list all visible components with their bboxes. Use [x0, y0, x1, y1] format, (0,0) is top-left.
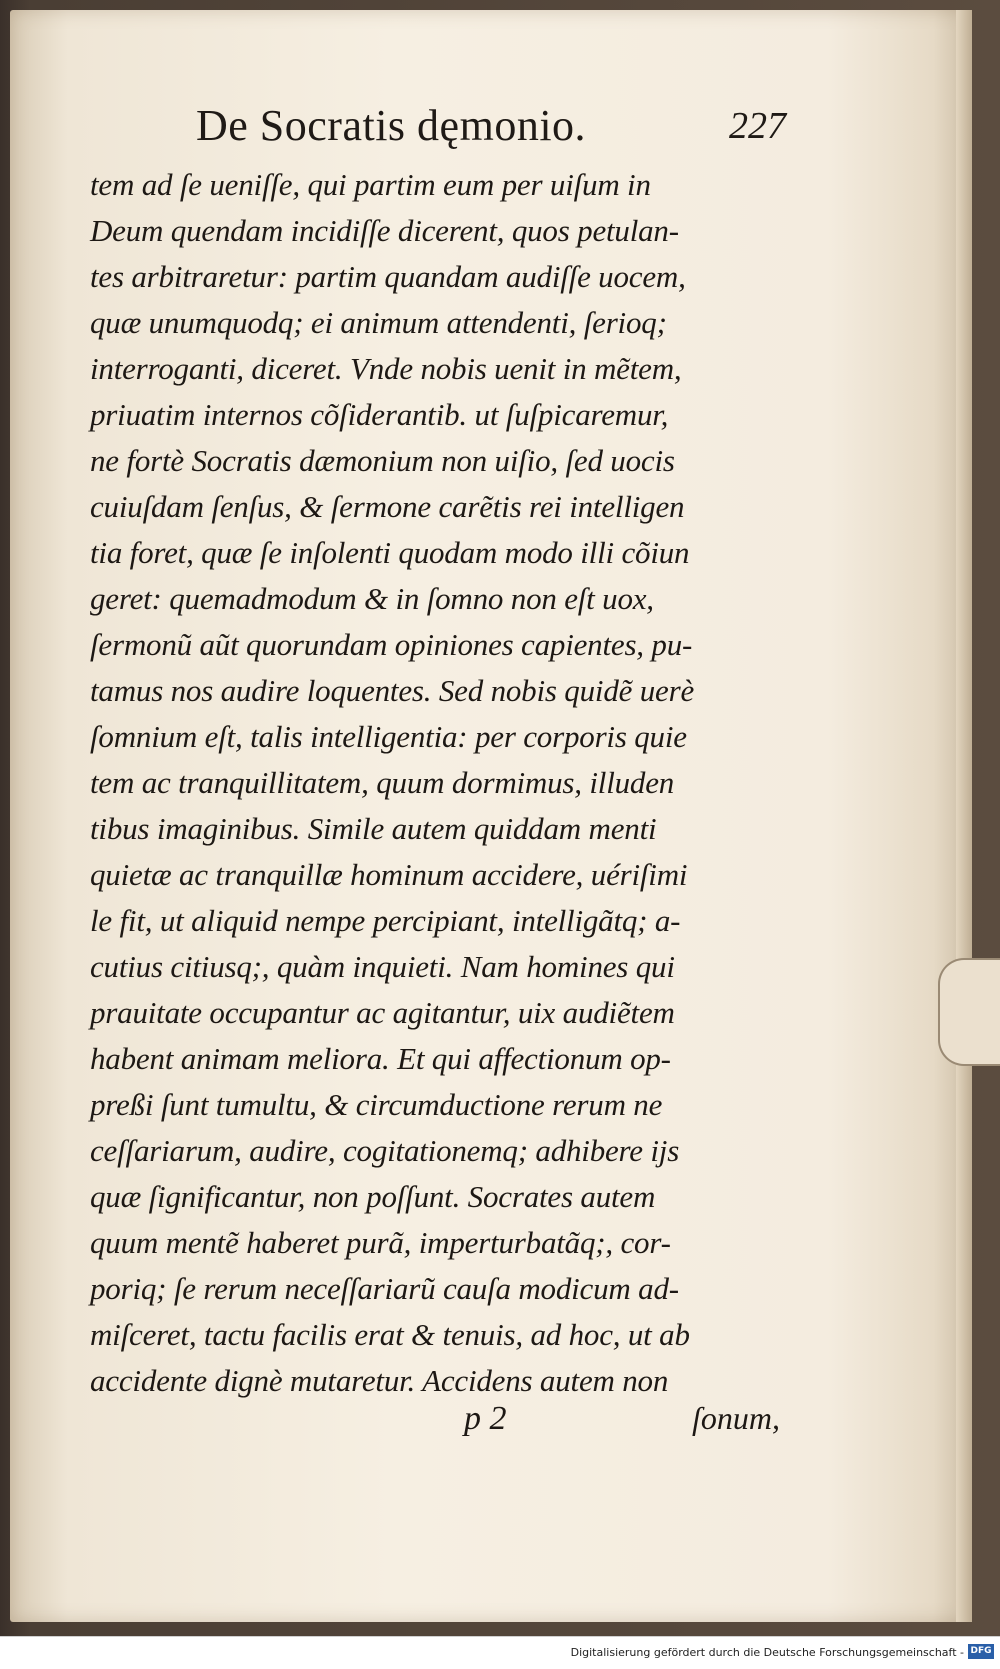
text-line: interroganti, diceret. Vnde nobis uenit in mẽtem,	[90, 351, 682, 386]
text-line: quæ ſignificantur, non poſſunt. Socrates autem	[90, 1179, 656, 1214]
funding-credit: Digitalisierung gefördert durch die Deutsche Forschungsgemeinschaft -	[570, 1646, 964, 1659]
body-text	[90, 162, 780, 1404]
text-line: le fit, ut aliquid nempe percipiant, intelligãtq; a-	[90, 903, 681, 938]
digitization-footer	[0, 1636, 1000, 1669]
page-edge-tab	[938, 958, 1000, 1066]
text-line: habent animam meliora. Et qui affectionum op-	[90, 1041, 671, 1076]
text-line: quum mentẽ haberet purã, imperturbatãq;, cor-	[90, 1225, 671, 1260]
text-line: ceſſariarum, audire, cogitationemq; adhibere ijs	[90, 1133, 680, 1168]
text-line: prauitate occupantur ac agitantur, uix audiẽtem	[90, 995, 675, 1030]
text-line: cutius citiusq;, quàm inquieti. Nam homines qui	[90, 949, 675, 984]
text-line: geret: quemadmodum & in ſomno non eſt uox,	[90, 581, 654, 616]
text-line: accidente dignè mutaretur. Accidens autem non	[90, 1363, 669, 1398]
text-line: ne fortè Socratis dæmonium non uiſio, ſed uocis	[90, 443, 675, 478]
text-line: tamus nos audire loquentes. Sed nobis quidẽ uerè	[90, 673, 695, 708]
text-line: miſceret, tactu facilis erat & tenuis, ad hoc, ut ab	[90, 1317, 690, 1352]
text-line: tem ad ſe ueniſſe, qui partim eum per uiſum in	[90, 167, 651, 202]
page-edge	[956, 10, 972, 1622]
page-header	[196, 100, 786, 158]
text-line: Deum quendam incidiſſe dicerent, quos petulan-	[90, 213, 679, 248]
text-line: tia foret, quæ ſe inſolenti quodam modo illi cõiun	[90, 535, 690, 570]
text-line: priuatim internos cõſiderantib. ut ſuſpicaremur,	[90, 397, 669, 432]
text-line: tem ac tranquillitatem, quum dormimus, illuden	[90, 765, 675, 800]
text-line: preßi ſunt tumultu, & circumductione rerum ne	[90, 1087, 663, 1122]
text-line: ſomnium eſt, talis intelligentia: per corporis quie	[90, 719, 687, 754]
text-line: cuiuſdam ſenſus, & ſermone carẽtis rei intelligen	[90, 489, 685, 524]
dfg-logo[interactable]: DFG	[968, 1644, 994, 1659]
text-line: poriq; ſe rerum neceſſariarũ cauſa modicum ad-	[90, 1271, 679, 1306]
text-line: tes arbitraretur: partim quandam audiſſe uocem,	[90, 259, 686, 294]
signature-mark: p 2	[464, 1400, 507, 1437]
running-title: De Socratis dęmonio.	[196, 101, 587, 150]
text-line: ſermonũ aũt quorundam opiniones capientes, pu-	[90, 627, 693, 662]
text-line: quæ unumquodq; ei animum attendenti, ſerioq;	[90, 305, 667, 340]
catchword: ſonum,	[692, 1400, 780, 1436]
page-foot	[90, 1400, 780, 1450]
page-number: 227	[729, 105, 786, 147]
text-line: quietæ ac tranquillæ hominum accidere, uériſimi	[90, 857, 688, 892]
text-line: tibus imaginibus. Simile autem quiddam menti	[90, 811, 657, 846]
